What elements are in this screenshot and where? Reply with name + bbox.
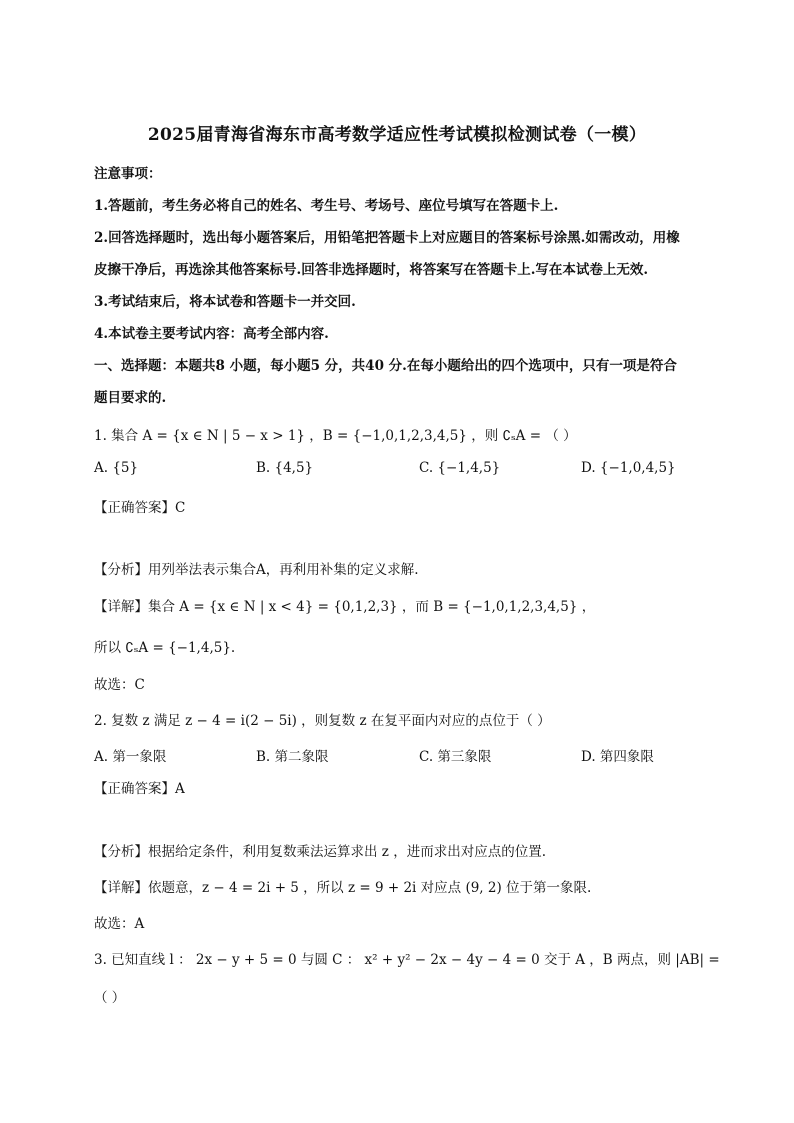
q3-stem-cont: （ ） (94, 990, 126, 1006)
notice-item-2: 2.回答选择题时，选出每小题答案后，用铅笔把答题卡上对应题目的答案标号涂黑.如需改动，用橡 (94, 230, 680, 246)
q1-detail: 【详解】集合 A = {x ∈ N | x < 4} = {0,1,2,3} ，而 B = {−1,0,1,2,3,4,5} ， (94, 599, 596, 615)
q2-analysis: 【分析】根据给定条件，利用复数乘法运算求出 z ，进而求出对应点的位置. (94, 844, 546, 860)
section-heading-cont: 题目要求的. (94, 390, 167, 406)
notice-item-2-cont: 皮擦干净后，再选涂其他答案标号.回答非选择题时，将答案写在答题卡上.写在本试卷上无效. (94, 262, 649, 278)
notice-item-4: 4.本试卷主要考试内容：高考全部内容. (94, 326, 329, 342)
q1-analysis: 【分析】用列举法表示集合A，再利用补集的定义求解. (94, 562, 419, 578)
q2-option-b: B. 第二象限 (256, 749, 329, 765)
q2-detail: 【详解】依题意，z − 4 = 2i + 5 ，所以 z = 9 + 2i 对应点 (9, 2) 位于第一象限. (94, 880, 592, 896)
q1-stem: 1. 集合 A = {x ∈ N | 5 − x > 1} ，B = {−1,0,1,2,3,4,5} ，则 ∁ₛA = （ ） (94, 428, 577, 444)
q1-choose: 故选：C (94, 677, 145, 693)
section-heading: 一、选择题：本题共8 小题，每小题5 分，共40 分.在每小题给出的四个选项中，只有一项是符合 (94, 358, 677, 374)
q2-option-c: C. 第三象限 (419, 749, 492, 765)
exam-title: 2025届青海省海东市高考数学适应性考试模拟检测试卷（一模） (147, 125, 647, 145)
q1-option-a: A. {5} (94, 460, 139, 476)
q3-stem: 3. 已知直线 l ： 2x − y + 5 = 0 与圆 C ： x² + y² − 2x − 4y − 4 = 0 交于 A ，B 两点，则 |AB| = (94, 952, 720, 968)
q2-stem: 2. 复数 z 满足 z − 4 = i(2 − 5i) ，则复数 z 在复平面内对应的点位于（ ） (94, 713, 551, 729)
q2-answer: 【正确答案】A (94, 781, 185, 797)
q2-choose: 故选：A (94, 916, 145, 932)
q1-answer: 【正确答案】C (94, 500, 186, 516)
notice-item-1: 1.答题前，考生务必将自己的姓名、考生号、考场号、座位号填写在答题卡上. (94, 198, 559, 214)
q1-option-d: D. {−1,0,4,5} (581, 460, 676, 476)
q2-option-d: D. 第四象限 (581, 749, 654, 765)
q1-detail-cont: 所以 ∁ₛA = {−1,4,5}. (94, 640, 236, 656)
notice-heading: 注意事项： (94, 166, 162, 182)
q2-option-a: A. 第一象限 (94, 749, 167, 765)
q1-option-b: B. {4,5} (256, 460, 314, 476)
q1-option-c: C. {−1,4,5} (419, 460, 501, 476)
notice-item-3: 3.考试结束后，将本试卷和答题卡一并交回. (94, 294, 356, 310)
